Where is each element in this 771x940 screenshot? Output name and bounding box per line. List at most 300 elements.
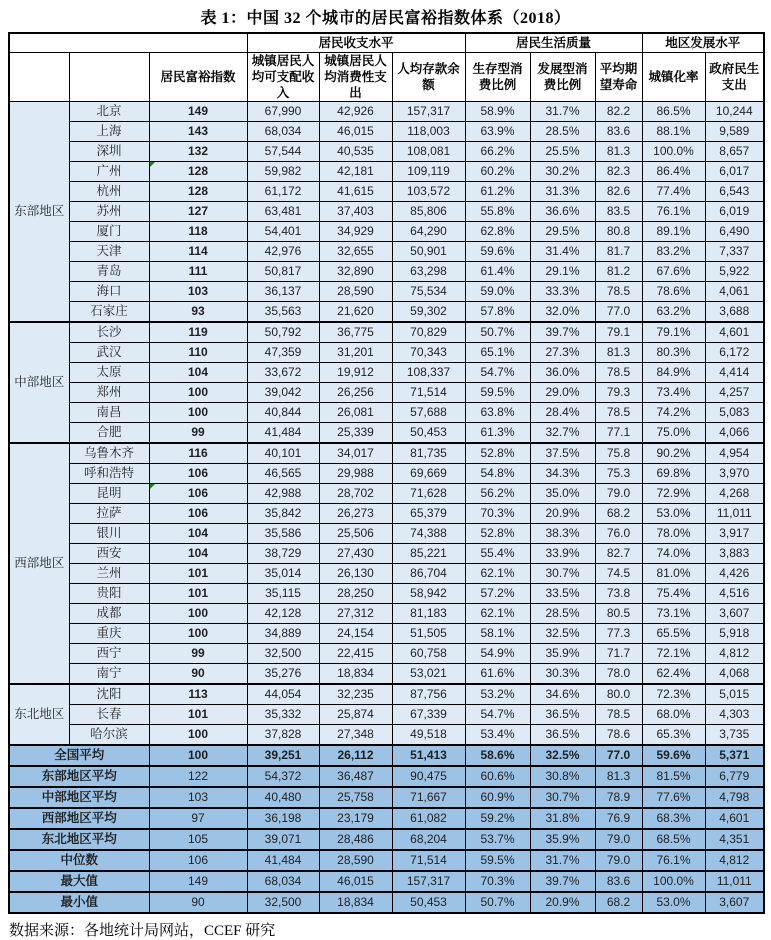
summary-row	[9, 829, 764, 850]
value-cell: 33.9%	[530, 544, 595, 564]
column-header: 政府民生支出	[705, 53, 764, 102]
value-cell: 49,518	[392, 725, 465, 746]
value-cell: 39.7%	[530, 322, 595, 343]
value-cell: 35,586	[247, 524, 319, 544]
wealth-index-value: 106	[149, 504, 247, 524]
value-cell: 59.0%	[465, 282, 530, 302]
value-cell: 55.4%	[465, 544, 530, 564]
value-cell: 79.1%	[642, 322, 705, 343]
value-cell: 32,655	[319, 242, 392, 262]
value-cell: 34.3%	[530, 464, 595, 484]
value-cell: 61,082	[392, 808, 465, 829]
value-cell: 76.0	[595, 524, 642, 544]
value-cell: 71,514	[392, 383, 465, 403]
city-name: 青岛	[69, 262, 149, 282]
city-row	[9, 564, 764, 584]
value-cell: 81.3	[595, 766, 642, 787]
value-cell: 50,792	[247, 322, 319, 343]
value-cell: 39.7%	[530, 871, 595, 892]
value-cell: 27,312	[319, 604, 392, 624]
value-cell: 118,003	[392, 122, 465, 142]
wealth-index-value: 149	[149, 102, 247, 122]
value-cell: 31.7%	[530, 850, 595, 871]
value-cell: 42,128	[247, 604, 319, 624]
value-cell: 46,015	[319, 122, 392, 142]
value-cell: 77.0	[595, 745, 642, 766]
city-name: 长春	[69, 705, 149, 725]
value-cell: 35,332	[247, 705, 319, 725]
region-label: 东北地区	[9, 684, 69, 745]
region-label: 中部地区	[9, 322, 69, 443]
value-cell: 33,672	[247, 363, 319, 383]
value-cell: 100.0%	[642, 142, 705, 162]
wealth-index-value: 105	[149, 829, 247, 850]
value-cell: 60,758	[392, 644, 465, 664]
city-row	[9, 222, 764, 242]
value-cell: 65.5%	[642, 624, 705, 644]
value-cell: 66.2%	[465, 142, 530, 162]
value-cell: 4,351	[705, 829, 764, 850]
city-name: 长沙	[69, 322, 149, 343]
value-cell: 68,034	[247, 871, 319, 892]
value-cell: 78.5	[595, 282, 642, 302]
value-cell: 51,413	[392, 745, 465, 766]
value-cell: 26,273	[319, 504, 392, 524]
value-cell: 40,480	[247, 787, 319, 808]
summary-row	[9, 850, 764, 871]
wealth-index-value: 100	[149, 383, 247, 403]
value-cell: 78.9	[595, 787, 642, 808]
value-cell: 77.1	[595, 423, 642, 444]
value-cell: 82.3	[595, 162, 642, 182]
value-cell: 56.2%	[465, 484, 530, 504]
value-cell: 67,990	[247, 102, 319, 122]
value-cell: 37,828	[247, 725, 319, 746]
value-cell: 42,976	[247, 242, 319, 262]
value-cell: 4,068	[705, 664, 764, 685]
summary-label: 东北地区平均	[9, 829, 149, 850]
value-cell: 35,842	[247, 504, 319, 524]
wealth-index-value: 101	[149, 584, 247, 604]
value-cell: 4,303	[705, 705, 764, 725]
value-cell: 68,034	[247, 122, 319, 142]
value-cell: 27,348	[319, 725, 392, 746]
value-cell: 52.8%	[465, 524, 530, 544]
value-cell: 78.6	[595, 725, 642, 746]
value-cell: 3,970	[705, 464, 764, 484]
value-cell: 5,015	[705, 684, 764, 705]
value-cell: 59.5%	[465, 850, 530, 871]
value-cell: 80.3%	[642, 343, 705, 363]
value-cell: 85,221	[392, 544, 465, 564]
value-cell: 82.6	[595, 182, 642, 202]
wealth-index-value: 103	[149, 787, 247, 808]
value-cell: 53.2%	[465, 684, 530, 705]
value-cell: 86.4%	[642, 162, 705, 182]
value-cell: 59,982	[247, 162, 319, 182]
wealth-index-value: 128	[149, 182, 247, 202]
city-row	[9, 423, 764, 444]
city-row	[9, 122, 764, 142]
value-cell: 25,339	[319, 423, 392, 444]
value-cell: 6,172	[705, 343, 764, 363]
value-cell: 42,988	[247, 484, 319, 504]
data-source: 数据来源：各地统计局网站，CCEF 研究	[9, 923, 276, 939]
value-cell: 29,988	[319, 464, 392, 484]
value-cell: 63.2%	[642, 302, 705, 323]
value-cell: 3,735	[705, 725, 764, 746]
value-cell: 78.5	[595, 403, 642, 423]
value-cell: 4,516	[705, 584, 764, 604]
city-name: 广州	[69, 162, 149, 182]
value-cell: 88.1%	[642, 122, 705, 142]
value-cell: 81.7	[595, 242, 642, 262]
value-cell: 47,359	[247, 343, 319, 363]
value-cell: 25,506	[319, 524, 392, 544]
value-cell: 37.5%	[530, 443, 595, 464]
value-cell: 109,119	[392, 162, 465, 182]
value-cell: 70.3%	[465, 504, 530, 524]
city-row	[9, 604, 764, 624]
city-name: 乌鲁木齐	[69, 443, 149, 464]
value-cell: 28,590	[319, 850, 392, 871]
value-cell: 46,015	[319, 871, 392, 892]
value-cell: 3,607	[705, 892, 764, 913]
city-row	[9, 262, 764, 282]
value-cell: 70,829	[392, 322, 465, 343]
value-cell: 46,565	[247, 464, 319, 484]
value-cell: 77.4%	[642, 182, 705, 202]
value-cell: 157,317	[392, 871, 465, 892]
value-cell: 6,019	[705, 202, 764, 222]
city-name: 石家庄	[69, 302, 149, 323]
city-name: 合肥	[69, 423, 149, 444]
city-name: 深圳	[69, 142, 149, 162]
city-name: 厦门	[69, 222, 149, 242]
wealth-index-value: 127	[149, 202, 247, 222]
column-header: 发展型消费比例	[530, 53, 595, 102]
value-cell: 39,251	[247, 745, 319, 766]
value-cell: 79.0	[595, 850, 642, 871]
wealth-index-value: 100	[149, 604, 247, 624]
value-cell: 54.8%	[465, 464, 530, 484]
summary-label: 西部地区平均	[9, 808, 149, 829]
value-cell: 76.1%	[642, 850, 705, 871]
value-cell: 11,011	[705, 871, 764, 892]
value-cell: 52.8%	[465, 443, 530, 464]
value-cell: 30.3%	[530, 664, 595, 685]
value-cell: 39,042	[247, 383, 319, 403]
city-name: 西宁	[69, 644, 149, 664]
value-cell: 78.0	[595, 664, 642, 685]
value-cell: 4,812	[705, 850, 764, 871]
value-cell: 35,014	[247, 564, 319, 584]
value-cell: 71.7	[595, 644, 642, 664]
value-cell: 71,628	[392, 484, 465, 504]
wealth-index-value: 116	[149, 443, 247, 464]
value-cell: 25.5%	[530, 142, 595, 162]
value-cell: 34,929	[319, 222, 392, 242]
region-label: 东部地区	[9, 102, 69, 323]
column-header: 生存型消费比例	[465, 53, 530, 102]
value-cell: 73.8	[595, 584, 642, 604]
wealth-index-value: 101	[149, 564, 247, 584]
value-cell: 37,403	[319, 202, 392, 222]
value-cell: 31.4%	[530, 242, 595, 262]
value-cell: 35,115	[247, 584, 319, 604]
value-cell: 30.7%	[530, 564, 595, 584]
value-cell: 53.4%	[465, 725, 530, 746]
value-cell: 23,179	[319, 808, 392, 829]
wealth-index-value: 99	[149, 423, 247, 444]
value-cell: 54.9%	[465, 644, 530, 664]
value-cell: 61.6%	[465, 664, 530, 685]
value-cell: 59.5%	[465, 383, 530, 403]
value-cell: 30.7%	[530, 787, 595, 808]
value-cell: 67.6%	[642, 262, 705, 282]
value-cell: 76.1%	[642, 202, 705, 222]
value-cell: 70.3%	[465, 871, 530, 892]
value-cell: 79.3	[595, 383, 642, 403]
wealth-index-value: 143	[149, 122, 247, 142]
summary-row	[9, 871, 764, 892]
value-cell: 51,505	[392, 624, 465, 644]
value-cell: 5,083	[705, 403, 764, 423]
value-cell: 81.3	[595, 343, 642, 363]
value-cell: 81.5%	[642, 766, 705, 787]
value-cell: 40,844	[247, 403, 319, 423]
value-cell: 75.0%	[642, 423, 705, 444]
value-cell: 53.0%	[642, 892, 705, 913]
value-cell: 75.8	[595, 443, 642, 464]
value-cell: 83.6	[595, 871, 642, 892]
value-cell: 58.1%	[465, 624, 530, 644]
city-row	[9, 302, 764, 323]
value-cell: 85,806	[392, 202, 465, 222]
city-name: 银川	[69, 524, 149, 544]
city-name: 武汉	[69, 343, 149, 363]
wealth-index-value: 100	[149, 624, 247, 644]
value-cell: 20.9%	[530, 892, 595, 913]
value-cell: 108,337	[392, 363, 465, 383]
value-cell: 62.8%	[465, 222, 530, 242]
value-cell: 103,572	[392, 182, 465, 202]
value-cell: 79.0	[595, 829, 642, 850]
value-cell: 72.1%	[642, 644, 705, 664]
summary-label: 东部地区平均	[9, 766, 149, 787]
value-cell: 42,926	[319, 102, 392, 122]
city-row	[9, 664, 764, 685]
value-cell: 63.8%	[465, 403, 530, 423]
city-row	[9, 182, 764, 202]
value-cell: 35,276	[247, 664, 319, 685]
value-cell: 82.7	[595, 544, 642, 564]
wealth-index-value: 104	[149, 524, 247, 544]
city-row	[9, 403, 764, 423]
wealth-index-value: 132	[149, 142, 247, 162]
city-row	[9, 544, 764, 564]
value-cell: 81.3	[595, 142, 642, 162]
city-name: 上海	[69, 122, 149, 142]
wealth-index-value: 106	[149, 484, 247, 504]
value-cell: 90.2%	[642, 443, 705, 464]
value-cell: 5,371	[705, 745, 764, 766]
value-cell: 74,388	[392, 524, 465, 544]
value-cell: 60.9%	[465, 787, 530, 808]
value-cell: 78.5	[595, 363, 642, 383]
value-cell: 71,667	[392, 787, 465, 808]
value-cell: 42,181	[319, 162, 392, 182]
wealth-index-value: 90	[149, 892, 247, 913]
city-row	[9, 484, 764, 504]
wealth-index-value: 90	[149, 664, 247, 685]
value-cell: 4,426	[705, 564, 764, 584]
city-name: 拉萨	[69, 504, 149, 524]
city-name: 贵阳	[69, 584, 149, 604]
city-row	[9, 624, 764, 644]
value-cell: 32,890	[319, 262, 392, 282]
value-cell: 77.3	[595, 624, 642, 644]
value-cell: 7,337	[705, 242, 764, 262]
value-cell: 58.6%	[465, 745, 530, 766]
value-cell: 11,011	[705, 504, 764, 524]
group-header: 居民收支水平	[247, 33, 465, 53]
value-cell: 74.5	[595, 564, 642, 584]
value-cell: 4,061	[705, 282, 764, 302]
value-cell: 50.7%	[465, 322, 530, 343]
value-cell: 157,317	[392, 102, 465, 122]
value-cell: 50,453	[392, 892, 465, 913]
column-header: 城镇居民人均可支配收入	[247, 53, 319, 102]
value-cell: 29.0%	[530, 383, 595, 403]
value-cell: 58,942	[392, 584, 465, 604]
city-column-header	[69, 53, 149, 102]
wealth-index-value: 113	[149, 684, 247, 705]
value-cell: 76.9	[595, 808, 642, 829]
value-cell: 32,500	[247, 892, 319, 913]
value-cell: 57,688	[392, 403, 465, 423]
value-cell: 4,954	[705, 443, 764, 464]
value-cell: 29.5%	[530, 222, 595, 242]
wealth-index-value: 100	[149, 725, 247, 746]
value-cell: 36,775	[319, 322, 392, 343]
value-cell: 28.5%	[530, 122, 595, 142]
value-cell: 86.5%	[642, 102, 705, 122]
value-cell: 4,268	[705, 484, 764, 504]
value-cell: 81,735	[392, 443, 465, 464]
value-cell: 60.6%	[465, 766, 530, 787]
value-cell: 26,130	[319, 564, 392, 584]
city-name: 南宁	[69, 664, 149, 685]
value-cell: 87,756	[392, 684, 465, 705]
value-cell: 25,758	[319, 787, 392, 808]
value-cell: 26,256	[319, 383, 392, 403]
column-header: 城镇化率	[642, 53, 705, 102]
value-cell: 68.3%	[642, 808, 705, 829]
value-cell: 28,702	[319, 484, 392, 504]
value-cell: 83.6	[595, 122, 642, 142]
wealth-index-table	[8, 32, 765, 914]
wealth-index-value: 104	[149, 363, 247, 383]
summary-row	[9, 766, 764, 787]
value-cell: 54,372	[247, 766, 319, 787]
city-name: 成都	[69, 604, 149, 624]
value-cell: 32.5%	[530, 745, 595, 766]
value-cell: 59.2%	[465, 808, 530, 829]
value-cell: 78.5	[595, 705, 642, 725]
value-cell: 68.0%	[642, 705, 705, 725]
value-cell: 38,729	[247, 544, 319, 564]
wealth-index-value: 100	[149, 745, 247, 766]
value-cell: 57,544	[247, 142, 319, 162]
wealth-index-value: 118	[149, 222, 247, 242]
value-cell: 61.2%	[465, 182, 530, 202]
value-cell: 54,401	[247, 222, 319, 242]
value-cell: 74.2%	[642, 403, 705, 423]
value-cell: 32.7%	[530, 423, 595, 444]
value-cell: 28,486	[319, 829, 392, 850]
city-row	[9, 202, 764, 222]
value-cell: 25,874	[319, 705, 392, 725]
wealth-index-value: 104	[149, 544, 247, 564]
value-cell: 6,490	[705, 222, 764, 242]
value-cell: 59.6%	[465, 242, 530, 262]
value-cell: 38.3%	[530, 524, 595, 544]
value-cell: 63,298	[392, 262, 465, 282]
summary-label: 中部地区平均	[9, 787, 149, 808]
wealth-index-value: 111	[149, 262, 247, 282]
value-cell: 22,415	[319, 644, 392, 664]
value-cell: 3,607	[705, 604, 764, 624]
value-cell: 80.5	[595, 604, 642, 624]
wealth-index-value: 110	[149, 343, 247, 363]
value-cell: 50,453	[392, 423, 465, 444]
value-cell: 28.4%	[530, 403, 595, 423]
wealth-index-value: 97	[149, 808, 247, 829]
value-cell: 68.2	[595, 504, 642, 524]
value-cell: 71,514	[392, 850, 465, 871]
wealth-index-value: 101	[149, 705, 247, 725]
value-cell: 73.4%	[642, 383, 705, 403]
value-cell: 5,918	[705, 624, 764, 644]
summary-label: 最大值	[9, 871, 149, 892]
value-cell: 57.2%	[465, 584, 530, 604]
city-row	[9, 644, 764, 664]
column-header: 人均存款余额	[392, 53, 465, 102]
value-cell: 8,657	[705, 142, 764, 162]
value-cell: 30.2%	[530, 162, 595, 182]
city-name: 太原	[69, 363, 149, 383]
value-cell: 68.5%	[642, 829, 705, 850]
value-cell: 65.3%	[642, 725, 705, 746]
value-cell: 61.4%	[465, 262, 530, 282]
value-cell: 68.2	[595, 892, 642, 913]
value-cell: 4,601	[705, 808, 764, 829]
city-name: 沈阳	[69, 684, 149, 705]
value-cell: 53.0%	[642, 504, 705, 524]
value-cell: 31.7%	[530, 102, 595, 122]
city-row	[9, 322, 764, 343]
value-cell: 28.5%	[530, 604, 595, 624]
value-cell: 4,414	[705, 363, 764, 383]
value-cell: 53,021	[392, 664, 465, 685]
value-cell: 90,475	[392, 766, 465, 787]
value-cell: 36,487	[319, 766, 392, 787]
value-cell: 34.6%	[530, 684, 595, 705]
value-cell: 50,901	[392, 242, 465, 262]
city-row	[9, 684, 764, 705]
city-name: 郑州	[69, 383, 149, 403]
